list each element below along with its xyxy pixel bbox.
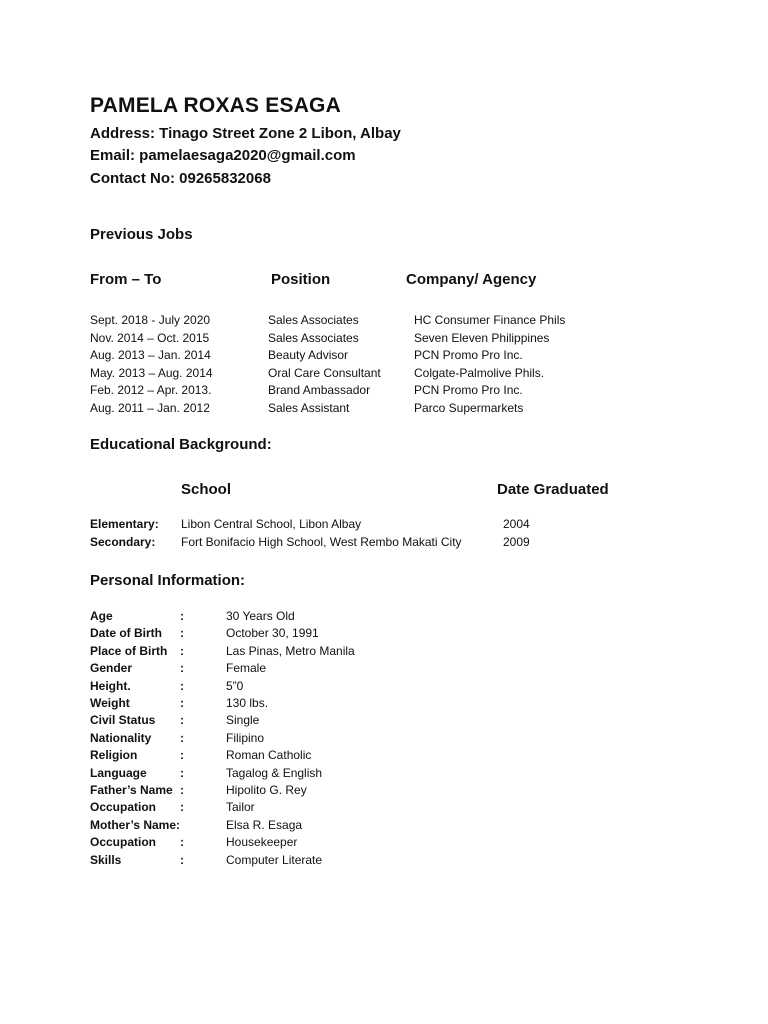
cell-1: Sept. 2018 - July 2020 [90,313,211,327]
cell-3: Tailor [226,800,255,815]
email-line: Email: pamelaesaga2020@gmail.com [90,147,356,164]
cell-2: : [180,609,184,623]
table-row [0,835,768,853]
cell-3: 2004 [503,517,530,531]
education-header-school: School [181,481,232,498]
cell-3: Seven Eleven Philippines [414,330,550,345]
cell-1: Gender [90,661,133,676]
cell-3: 2009 [503,535,530,549]
cell-2: Fort Bonifacio High School, West Rembo Makati City [181,535,462,549]
table-row [0,331,768,349]
cell-1: May. 2013 – Aug. 2014 [90,365,213,380]
table-row [0,783,768,801]
cell-3: 30 Years Old [226,609,295,623]
table-row [0,517,768,535]
cell-3: Elsa R. Esaga [226,817,303,832]
contact-line: Contact No: 09265832068 [90,170,271,187]
cell-2: : [180,643,184,658]
cell-2: : [180,835,184,850]
personal-info-heading: Personal Information: [90,572,246,589]
cell-3: 5”0 [226,678,244,693]
cell-2: : [180,678,184,693]
cell-1: Language [90,765,147,780]
education-header-date: Date Graduated [497,481,609,498]
address-line: Address: Tinago Street Zone 2 Libon, Albay [90,125,401,142]
cell-2: Beauty Advisor [268,348,349,362]
cell-1: Aug. 2011 – Jan. 2012 [90,400,210,415]
table-row [0,800,768,818]
cell-1: Occupation [90,835,157,850]
table-row [0,401,768,419]
cell-1: Age [90,609,113,623]
table-row [0,348,768,366]
cell-1: Date of Birth [90,626,162,641]
cell-1: Weight [90,696,130,710]
cell-3: Roman Catholic [226,748,312,763]
cell-1: Nov. 2014 – Oct. 2015 [90,330,210,345]
cell-3: Single [226,713,260,728]
cell-1: Aug. 2013 – Jan. 2014 [90,348,211,362]
table-row [0,609,768,627]
cell-3: Female [226,661,267,676]
table-row [0,766,768,784]
cell-2: Brand Ambassador [268,383,371,397]
jobs-header-position: Position [271,271,331,288]
table-row [0,679,768,697]
cell-2: : [180,852,184,867]
jobs-header-company: Company/ Agency [406,271,537,288]
cell-3: Tagalog & English [226,765,323,780]
table-row [0,853,768,871]
cell-1: Religion [90,748,138,763]
cell-3: 130 lbs. [226,696,269,710]
cell-1: Height. [90,678,131,693]
cell-1: Mother’s Name: [90,817,181,832]
cell-2: : [180,713,184,728]
cell-2: : [180,730,184,745]
cell-2: : [180,783,184,797]
cell-3: Las Pinas, Metro Manila [226,643,355,658]
previous-jobs-heading: Previous Jobs [90,226,193,243]
cell-1: Secondary: [90,535,156,549]
cell-3: PCN Promo Pro Inc. [414,383,523,397]
cell-2: : [180,800,184,815]
cell-2: Sales Associates [268,313,359,327]
table-row [0,748,768,766]
cell-3: PCN Promo Pro Inc. [414,348,523,362]
education-heading: Educational Background: [90,436,272,453]
cell-2: : [180,626,184,641]
cell-1: Skills [90,852,122,867]
table-row [0,535,768,553]
cell-2: : [180,696,184,710]
cell-1: Elementary: [90,517,159,531]
cell-2: Oral Care Consultant [268,365,381,380]
cell-1: Occupation [90,800,157,815]
cell-2: Sales Assistant [268,400,350,415]
cell-3: October 30, 1991 [226,626,319,641]
table-row [0,644,768,662]
jobs-header-from-to: From – To [90,271,162,288]
table-row [0,661,768,679]
cell-3: Colgate-Palmolive Phils. [414,365,545,380]
cell-3: Parco Supermarkets [414,400,524,415]
table-row [0,366,768,384]
cell-2: : [180,748,184,763]
cell-3: HC Consumer Finance Phils [414,313,566,327]
cell-1: Civil Status [90,713,156,728]
table-row [0,818,768,836]
table-row [0,731,768,749]
cell-3: Computer Literate [226,852,323,867]
cell-2: Libon Central School, Libon Albay [181,517,362,531]
cell-1: Nationality [90,730,152,745]
cell-3: Housekeeper [226,835,298,850]
table-row [0,313,768,331]
applicant-name: PAMELA ROXAS ESAGA [90,94,341,117]
cell-2: Sales Associates [268,330,359,345]
cell-1: Place of Birth [90,643,168,658]
cell-3: Hipolito G. Rey [226,783,307,797]
cell-1: Father’s Name [90,783,173,797]
table-row [0,383,768,401]
table-row [0,696,768,714]
table-row [0,626,768,644]
cell-2: : [180,765,184,780]
table-row [0,713,768,731]
cell-3: Filipino [226,730,265,745]
cell-1: Feb. 2012 – Apr. 2013. [90,383,212,397]
cell-2: : [180,661,184,676]
